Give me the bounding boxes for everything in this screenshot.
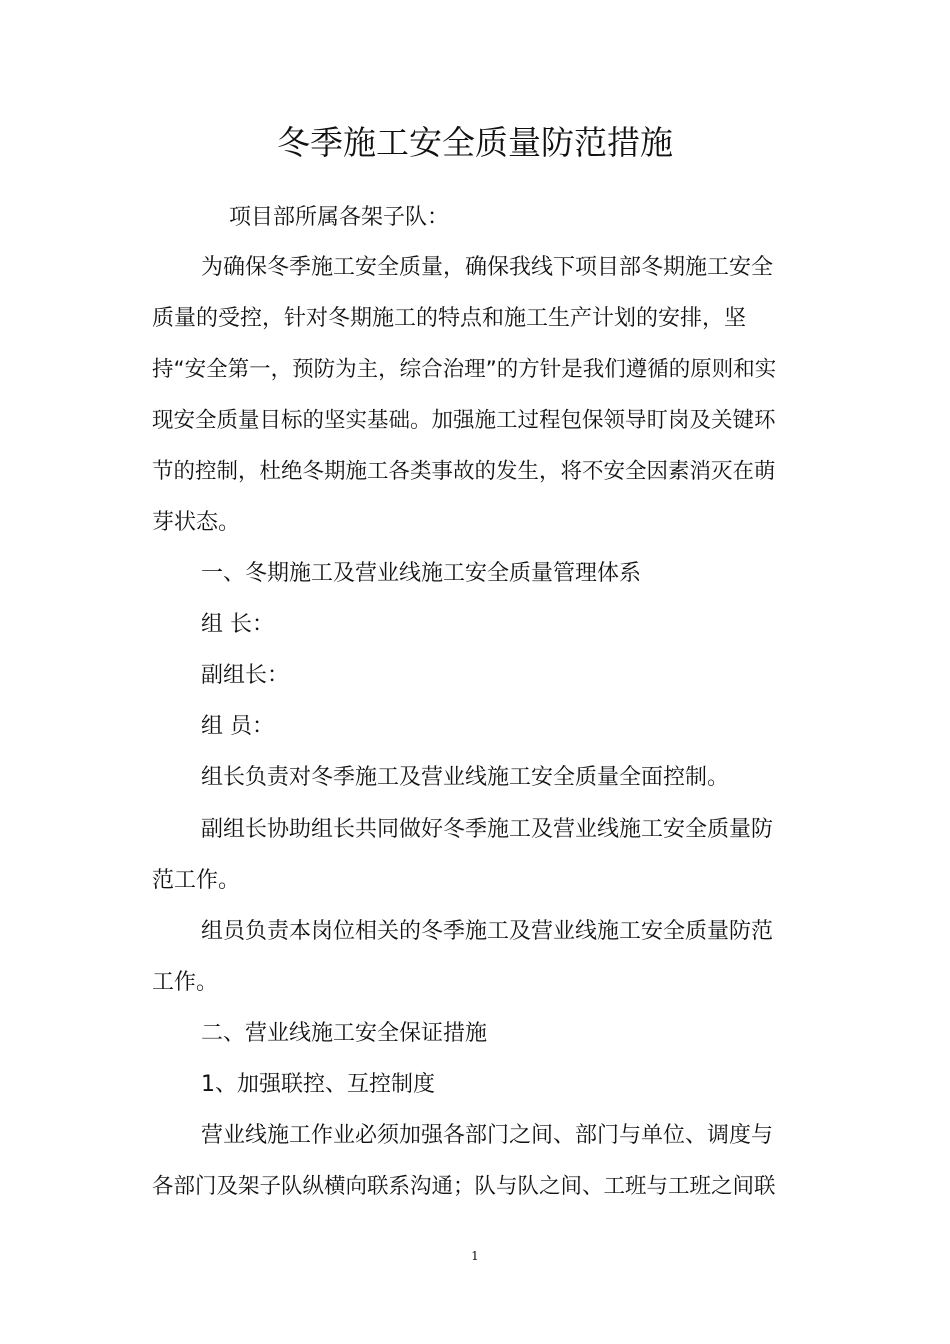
body-line: 组 员：	[201, 714, 274, 739]
body-line: 持“安全第一，预防为主，综合治理”的方针是我们遵循的原则和实	[152, 357, 777, 382]
body-line: 组 长：	[201, 612, 274, 637]
page-number: 1	[471, 1249, 479, 1263]
section-heading: 二、营业线施工安全保证措施	[201, 1021, 488, 1046]
body-line: 为确保冬季施工安全质量，确保我线下项目部冬期施工安全	[201, 255, 774, 280]
body-line: 营业线施工作业必须加强各部门之间、部门与单位、调度与	[201, 1123, 774, 1148]
body-line: 现安全质量目标的坚实基础。加强施工过程包保领导盯岗及关键环	[152, 408, 776, 433]
body-line: 各部门及架子队纵横向联系沟通；队与队之间、工班与工班之间联	[152, 1174, 776, 1199]
body-line: 副组长协助组长共同做好冬季施工及营业线施工安全质量防	[201, 817, 774, 842]
body-line: 范工作。	[152, 868, 241, 893]
body-line: 节的控制，杜绝冬期施工各类事故的发生，将不安全因素消灭在萌	[152, 459, 776, 484]
body-line: 组长负责对冬季施工及营业线施工安全质量全面控制。	[201, 765, 730, 790]
body-line: 芽状态。	[152, 510, 241, 535]
body-line: 工作。	[152, 970, 219, 995]
subsection-heading: 1、加强联控、互控制度	[201, 1072, 435, 1097]
body-line: 组员负责本岗位相关的冬季施工及营业线施工安全质量防范	[201, 919, 774, 944]
salutation: 项目部所属各架子队：	[229, 205, 450, 230]
section-heading: 一、冬期施工及营业线施工安全质量管理体系	[201, 561, 642, 586]
body-line: 质量的受控，针对冬期施工的特点和施工生产计划的安排，坚	[152, 306, 747, 331]
body-line: 副组长：	[201, 663, 290, 688]
document-title: 冬季施工安全质量防范措施	[277, 123, 673, 162]
